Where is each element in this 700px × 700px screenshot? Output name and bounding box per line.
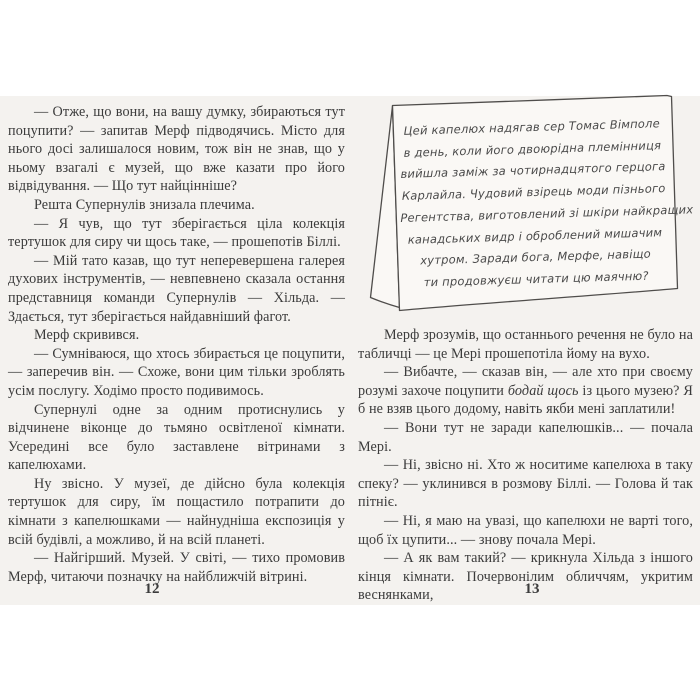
right-page-text [358, 326, 693, 605]
label-line: Карлайла. Чудовий взірець моди пізнього [401, 181, 666, 204]
paragraph: Мерф зрозумів, що останнього речення не було на табличці — це Мері прошепотіла йому на вухо. [358, 327, 693, 362]
label-line: Цей капелюх надягав сер Томас Вімполе [403, 116, 661, 138]
label-line: Регентства, виготовлений зі шкіри найкращих [400, 202, 694, 225]
page-number-right: 13 [524, 581, 540, 597]
page-number-left: 12 [144, 581, 160, 597]
italic-phrase: бодай щось [507, 382, 579, 399]
left-page-text [8, 103, 345, 586]
paragraph: — Ні, я маю на увазі, що капелюхи не варті того, щоб їх цупити... — знову почала Мері. [358, 512, 693, 548]
paragraph: Ну звісно. У музеї, де дійсно була колекція тертушок для сиру, їм пощастило потрапити до кімнати з капелюшками — найнудніша експозиція у всій будівлі, а можливо, й на всій планеті. [8, 475, 345, 548]
paragraph: — Я чув, що тут зберігається ціла колекція тертушок для сиру чи щось таке, — прошепотів Біллі. [8, 215, 345, 251]
paragraph: Мерф скривився. [34, 327, 140, 344]
label-line: вийшла заміж за чотирнадцятого герцога [400, 159, 666, 182]
label-line: канадських видр і оброблений мишачим [407, 224, 663, 247]
paragraph: — Вони тут не заради капелюшків... — почала Мері. [358, 419, 693, 455]
paragraph: — Сумніваюся, що хтось збирається це поцупити, — заперечив він. — Схоже, вони цим тільки зроблять усім послугу. Ходімо просто подивимось. [8, 345, 345, 399]
paragraph: Супернулі одне за одним протиснулись у відчинене віконце до тьмяно освітленої кімнати. Усередині все було заставлене вітринами з капелюхами. [8, 401, 345, 474]
museum-label-text [397, 113, 694, 294]
paragraph: — А як вам такий? — крикнула Хільда з іншого кінця кімнати. Почервонілим обличчям, укритим веснянками, [358, 550, 693, 604]
paragraph-segment: із цього музею? Я б не взяв цього додому, навіть якби мені заплатили! [358, 382, 693, 418]
paragraph: — Мій тато казав, що тут неперевершена галерея духових інструментів, — невпевнено сказала остання представниця команди Супернулів — Хільда. — Здається, тут зберігається найдавніший фагот. [8, 252, 345, 325]
paragraph-segment: — Вибачте, — сказав він, — але хто при своєму розумі захоче поцупити [358, 364, 693, 399]
paragraph: Решта Супернулів знизала плечима. [34, 196, 255, 213]
label-line: ти продовжуєш читати цю маячню? [423, 268, 649, 290]
label-line: хутром. Заради бога, Мерфе, навіщо [420, 246, 652, 268]
paragraph: — Отже, що вони, на вашу думку, збираються тут поцупити? — запитав Мерф підводячись. Місто для нього досі залишалося новим, тож він не знав, що у ньому взагалі є музей, що вже казати про його відвідування. — Що тут найцінніше? [8, 104, 345, 195]
paragraph: — Найгірший. Музей. У світі, — тихо промовив Мерф, читаючи позначку на найближчій вітрині. [8, 550, 345, 585]
label-line: в день, коли його двоюрідна племінниця [403, 137, 662, 160]
paragraph [358, 363, 693, 419]
paragraph: — Ні, звісно ні. Хто ж носитиме капелюха в таку спеку? — уклинився в розмову Біллі. — Голова й так пітніє. [358, 457, 693, 511]
